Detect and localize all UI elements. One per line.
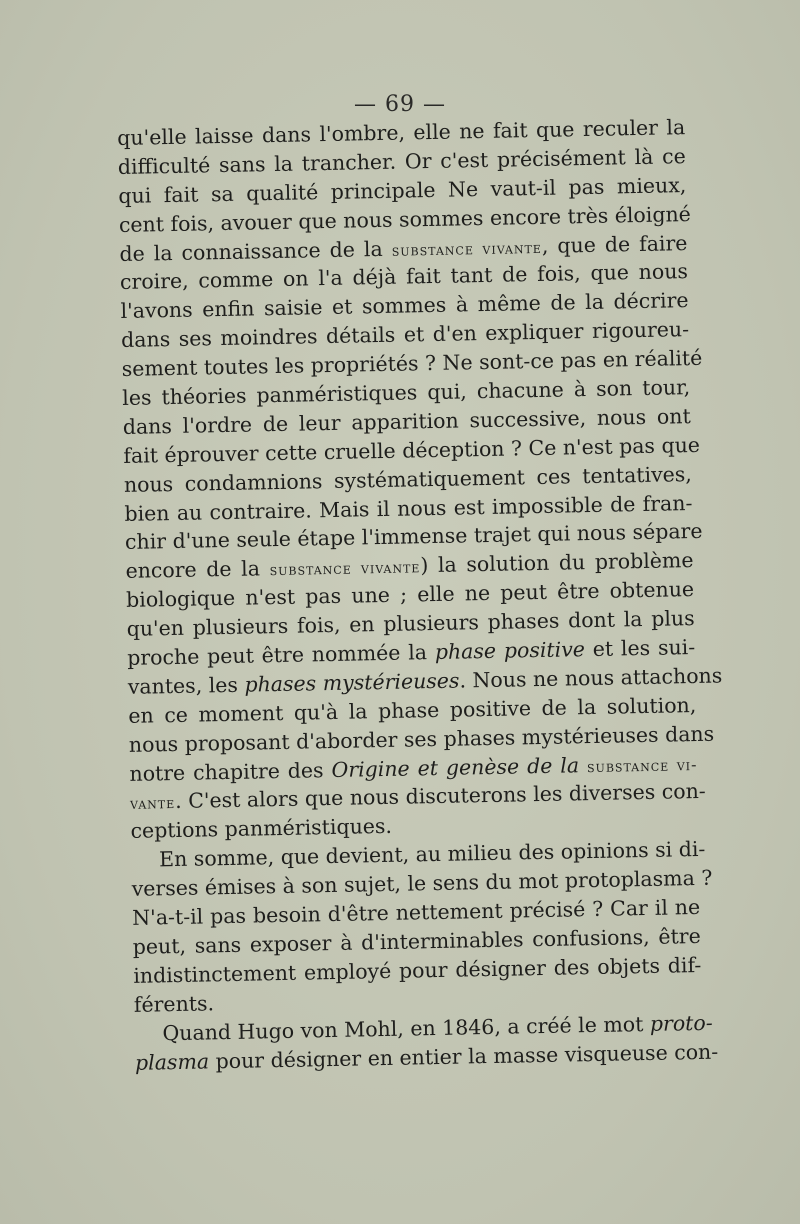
page-number: — 69 — [354, 92, 446, 117]
text-line: cent fois, avouer que nous sommes encore très éloigné [118, 201, 691, 237]
small-caps-term: substance vivante [391, 237, 543, 260]
italic-term: proto- [649, 1010, 713, 1036]
text-line: encore de la substance vivante) la solution du problème [125, 548, 694, 584]
text-line: biologique n'est pas une ; elle ne peut être obtenue [125, 577, 695, 613]
text-line: plasma pour désigner en entier la masse visqueuse con- [134, 1039, 719, 1075]
text-line: dans ses moindres détails et d'en expliquer rigoureu- [120, 317, 690, 353]
text-line: Quand Hugo von Mohl, en 1846, a créé le mot proto- [162, 1010, 713, 1045]
italic-term: phase positive [434, 637, 586, 665]
text-line: nous proposant d'aborder ses phases mystérieuses dans [128, 721, 715, 757]
text-line: bien au contraire. Mais il nous est impossible de fran- [124, 490, 693, 526]
text-line: verses émises à son sujet, le sens du mot protoplasma ? [131, 865, 713, 902]
text-line: sement toutes les propriétés ? Ne sont-ce pas en réalité [121, 345, 703, 382]
small-caps-term: vante [129, 793, 176, 814]
text-line: fait éprouver cette cruelle déception ? Ce n'est pas que [123, 432, 701, 468]
text-line: notre chapitre des Origine et genèse de la substance vi- [129, 752, 698, 786]
text-line: vante. C'est alors que nous discuterons les diverses con- [129, 779, 706, 814]
text-line: l'avons enfin saisie et sommes à même de la décrire [120, 288, 689, 324]
italic-term: plasma [134, 1048, 210, 1075]
text-line: nous condamnions systématiquement ces tentatives, [123, 461, 693, 497]
text-line: vantes, les phases mystérieuses. Nous ne nous attachons [127, 663, 723, 699]
text-line: proche peut être nommée la phase positive et les sui- [127, 635, 696, 670]
text-line: chir d'une seule étape l'immense trajet qui nous sépare [124, 519, 703, 555]
body-text [117, 113, 723, 1077]
text-line: N'a-t-il pas besoin d'être nettement précisé ? Car il ne [132, 894, 701, 930]
text-line: qui fait sa qualité principale Ne vaut-il pas mieux, [118, 172, 687, 208]
text-line: qu'elle laisse dans l'ombre, elle ne fait que reculer la [117, 115, 686, 150]
text-line: les théories panméristiques qui, chacune à son tour, [122, 375, 691, 410]
italic-term: phases mystérieuses [244, 668, 460, 697]
text-line: En somme, que devient, au milieu des opinions si di- [158, 837, 706, 872]
text-line: dans l'ordre de leur apparition successive, nous ont [122, 403, 691, 439]
text-line: qu'en plusieurs fois, en plusieurs phases dont la plus [126, 606, 695, 642]
text-line: difficulté sans la trancher. Or c'est précisément là ce [117, 143, 686, 179]
small-caps-term: substance vivante [269, 557, 421, 580]
italic-title: Origine et genèse de la [331, 752, 580, 782]
text-line: peut, sans exposer à d'interminables confusions, être [132, 923, 701, 959]
text-line: ceptions panméristiques. [130, 814, 393, 844]
small-caps-term: substance vi- [586, 754, 698, 776]
text-line: indistinctement employé pour désigner des objets dif- [133, 952, 702, 988]
text-line: de la connaissance de la substance vivante, que de faire [119, 230, 688, 266]
text-line: en ce moment qu'à la phase positive de la solution, [128, 692, 697, 728]
text-line: croire, comme on l'a déjà fait tant de fois, que nous [119, 259, 689, 295]
text-line: férents. [133, 991, 215, 1017]
